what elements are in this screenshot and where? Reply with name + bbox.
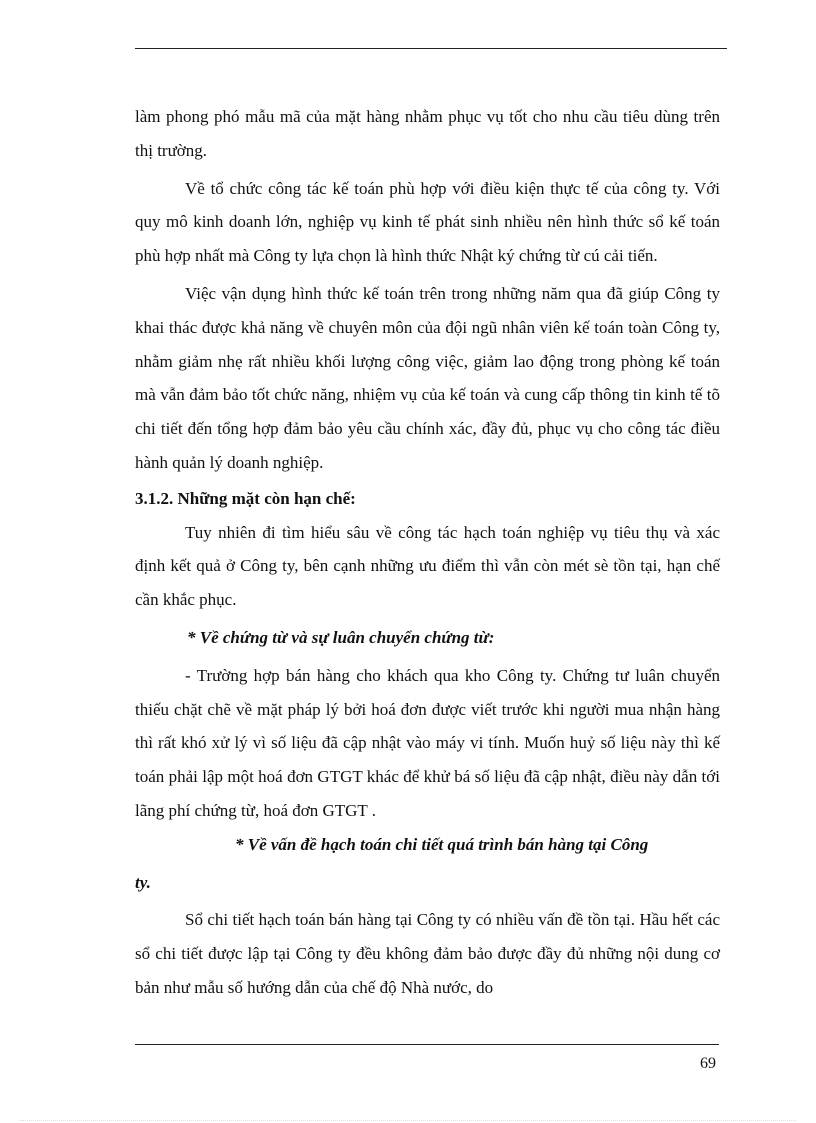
footer-rule	[135, 1044, 719, 1045]
subheading-detail-accounting-cont: ty.	[135, 872, 151, 892]
subheading-documents: * Về chứng từ và sự luân chuyển chứng từ:	[187, 627, 495, 647]
header-rule	[135, 48, 727, 49]
paragraph-continued: làm phong phó mẫu mã của mặt hàng nhằm phục vụ tốt cho nhu cầu tiêu dùng trên thị trường.	[135, 107, 720, 160]
paragraph-accounting-form-benefits: Việc vận dụng hình thức kế toán trên trong những năm qua đã giúp Công ty khai thác được khả năng về chuyên môn của đội ngũ nhân viên kế toán toàn Công ty, nhằm giảm nhẹ rất nhiều khối lượng công việc, giảm lao động trong phòng kế toán mà vẫn đảm bảo tốt chức năng, nhiệm vụ của kế toán và cung cấp thông tin kinh tế tõ chi tiết đến tổng hợp đảm bảo yêu cầu chính xác, đầy đủ, phục vụ cho công tác điều hành quản lý doanh nghiệp.	[135, 283, 720, 472]
section-heading: 3.1.2. Những mặt còn hạn chế:	[135, 488, 356, 508]
page-edge-dotted-line	[20, 1120, 796, 1121]
paragraph-documents-issue: - Trường hợp bán hàng cho khách qua kho Công ty. Chứng tư luân chuyển thiếu chặt chẽ về mặt pháp lý bởi hoá đơn được viết trước khi người mua nhận hàng thì rất khó xử lý vì số liệu đã cập nhật vào máy vi tính. Muốn huỷ số liệu này thì kế toán phải lập một hoá đơn GTGT khác để khử bá số liệu đã cập nhật, điều này dẫn tới lãng phí chứng từ, hoá đơn GTGT .	[135, 665, 720, 820]
paragraph-limitations-intro: Tuy nhiên đi tìm hiểu sâu về công tác hạch toán nghiệp vụ tiêu thụ và xác định kết quả ở Công ty, bên cạnh những ưu điểm thì vẫn còn mét sè tồn tại, hạn chế cần khắc phục.	[135, 522, 720, 610]
page-number: 69	[700, 1055, 716, 1072]
paragraph-detail-ledger-issue: Sổ chi tiết hạch toán bán hàng tại Công ty có nhiều vấn đề tồn tại. Hầu hết các sổ chi tiết được lập tại Công ty đều không đảm bảo được đầy đủ những nội dung cơ bản như mẫu số hướng dẫn của chế độ Nhà nước, do	[135, 910, 720, 997]
paragraph-accounting-organization: Về tổ chức công tác kế toán phù hợp với điều kiện thực tế của công ty. Với quy mô kinh doanh lớn, nghiệp vụ kinh tế phát sinh nhiều nên hình thức sổ kế toán phù hợp nhất mà Công ty lựa chọn là hình thức Nhật ký chứng từ cú cải tiến.	[135, 178, 720, 266]
subheading-detail-accounting: * Về vấn đề hạch toán chi tiết quá trình bán hàng tại Công	[235, 834, 649, 854]
document-body	[135, 100, 720, 1005]
